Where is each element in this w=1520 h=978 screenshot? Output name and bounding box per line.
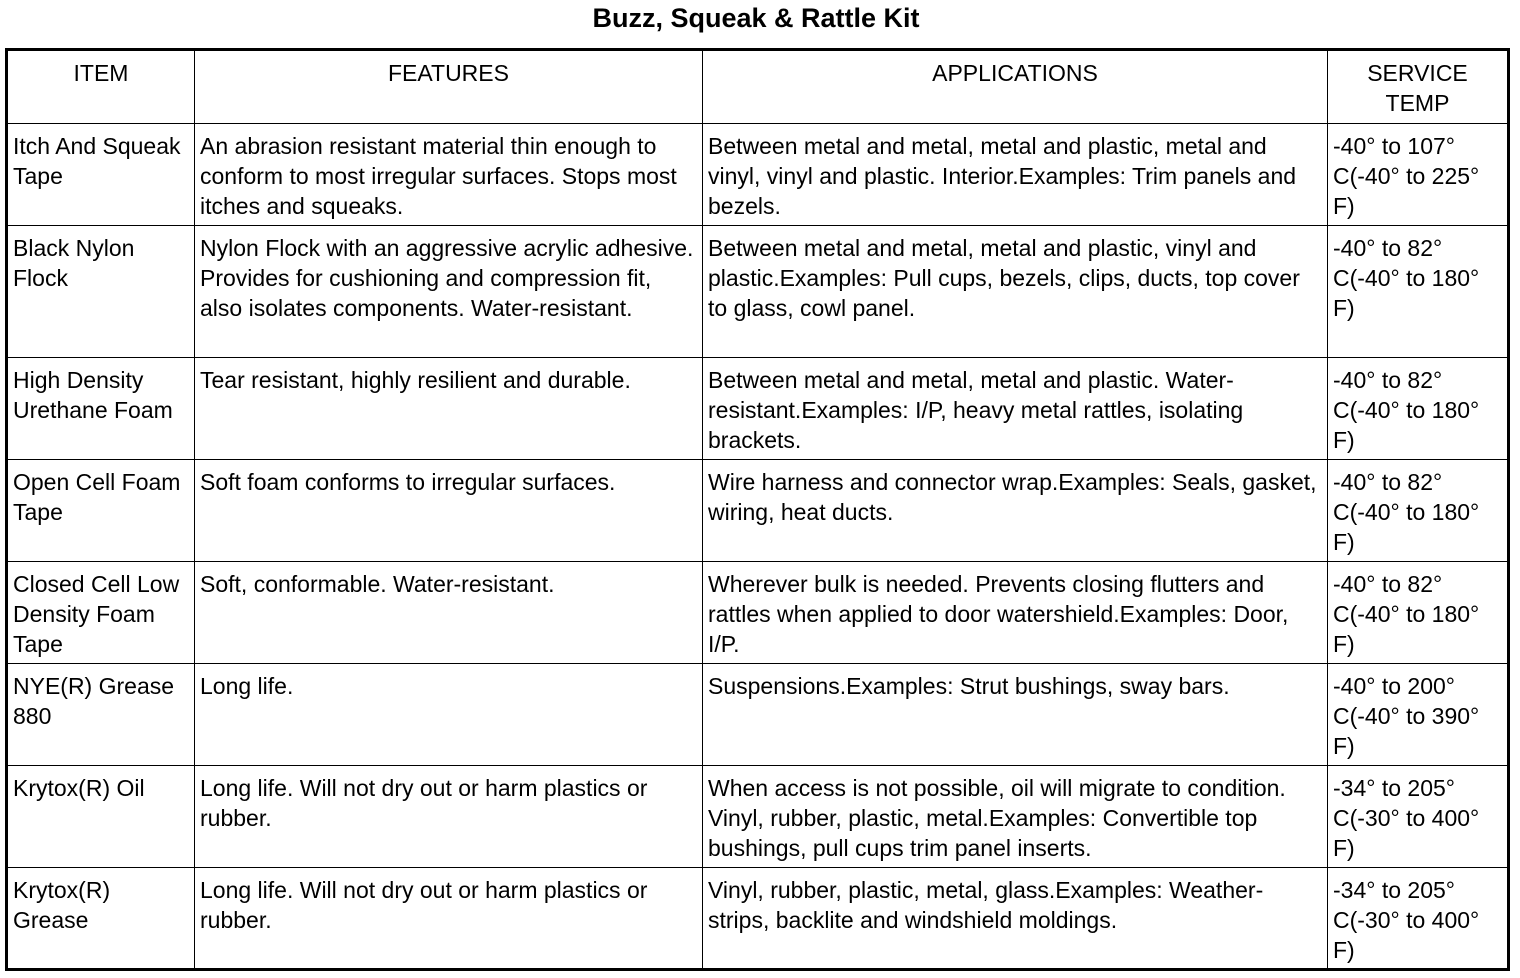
- document-title: Buzz, Squeak & Rattle Kit: [592, 3, 920, 33]
- table-row: [7, 562, 1509, 664]
- table-row: [7, 868, 1509, 970]
- applications-cell: When access is not possible, oil will migrate to condition. Vinyl, rubber, plastic, metal.Examples: Convertible top bushings, pull cups trim panel inserts.: [703, 766, 1328, 868]
- column-header-features: FEATURES: [195, 50, 703, 124]
- service-temp-cell: -40° to 82° C(-40° to 180° F): [1328, 358, 1509, 460]
- kit-table: [5, 48, 1510, 971]
- features-cell: Nylon Flock with an aggressive acrylic adhesive. Provides for cushioning and compression fit, also isolates components. Water-resistant.: [195, 226, 703, 358]
- item-cell: Black Nylon Flock: [7, 226, 195, 358]
- applications-cell: Wherever bulk is needed. Prevents closing flutters and rattles when applied to door watershield.Examples: Door, I/P.: [703, 562, 1328, 664]
- item-cell: Closed Cell Low Density Foam Tape: [7, 562, 195, 664]
- item-cell: Krytox(R) Oil: [7, 766, 195, 868]
- applications-cell: Between metal and metal, metal and plastic, metal and vinyl, vinyl and plastic. Interior.Examples: Trim panels and bezels.: [703, 124, 1328, 226]
- item-cell: Krytox(R) Grease: [7, 868, 195, 970]
- applications-cell: Between metal and metal, metal and plastic. Water-resistant.Examples: I/P, heavy metal rattles, isolating brackets.: [703, 358, 1328, 460]
- table-row: [7, 226, 1509, 358]
- service-temp-cell: -40° to 82° C(-40° to 180° F): [1328, 460, 1509, 562]
- applications-cell: Suspensions.Examples: Strut bushings, sway bars.: [703, 664, 1328, 766]
- service-temp-cell: -40° to 82° C(-40° to 180° F): [1328, 562, 1509, 664]
- features-cell: Long life. Will not dry out or harm plastics or rubber.: [195, 766, 703, 868]
- applications-cell: Wire harness and connector wrap.Examples: Seals, gasket, wiring, heat ducts.: [703, 460, 1328, 562]
- table-header-row: [7, 50, 1509, 124]
- applications-cell: Vinyl, rubber, plastic, metal, glass.Examples: Weather-strips, backlite and windshield moldings.: [703, 868, 1328, 970]
- item-cell: Open Cell Foam Tape: [7, 460, 195, 562]
- features-cell: Long life.: [195, 664, 703, 766]
- item-cell: NYE(R) Grease 880: [7, 664, 195, 766]
- table-row: [7, 766, 1509, 868]
- service-temp-cell: -34° to 205° C(-30° to 400° F): [1328, 868, 1509, 970]
- column-header-applications: APPLICATIONS: [703, 50, 1328, 124]
- table-row: [7, 124, 1509, 226]
- service-temp-cell: -40° to 107° C(-40° to 225° F): [1328, 124, 1509, 226]
- applications-cell: Between metal and metal, metal and plastic, vinyl and plastic.Examples: Pull cups, bezels, clips, ducts, top cover to glass, cowl panel.: [703, 226, 1328, 358]
- table-row: [7, 358, 1509, 460]
- service-temp-cell: -40° to 200° C(-40° to 390° F): [1328, 664, 1509, 766]
- features-cell: An abrasion resistant material thin enough to conform to most irregular surfaces. Stops most itches and squeaks.: [195, 124, 703, 226]
- item-cell: Itch And Squeak Tape: [7, 124, 195, 226]
- features-cell: Soft foam conforms to irregular surfaces.: [195, 460, 703, 562]
- features-cell: Tear resistant, highly resilient and durable.: [195, 358, 703, 460]
- item-cell: High Density Urethane Foam: [7, 358, 195, 460]
- service-temp-cell: -40° to 82° C(-40° to 180° F): [1328, 226, 1509, 358]
- column-header-service-temp: SERVICE TEMP: [1328, 50, 1509, 124]
- features-cell: Long life. Will not dry out or harm plastics or rubber.: [195, 868, 703, 970]
- column-header-item: ITEM: [7, 50, 195, 124]
- features-cell: Soft, conformable. Water-resistant.: [195, 562, 703, 664]
- table-row: [7, 664, 1509, 766]
- service-temp-cell: -34° to 205° C(-30° to 400° F): [1328, 766, 1509, 868]
- table-row: [7, 460, 1509, 562]
